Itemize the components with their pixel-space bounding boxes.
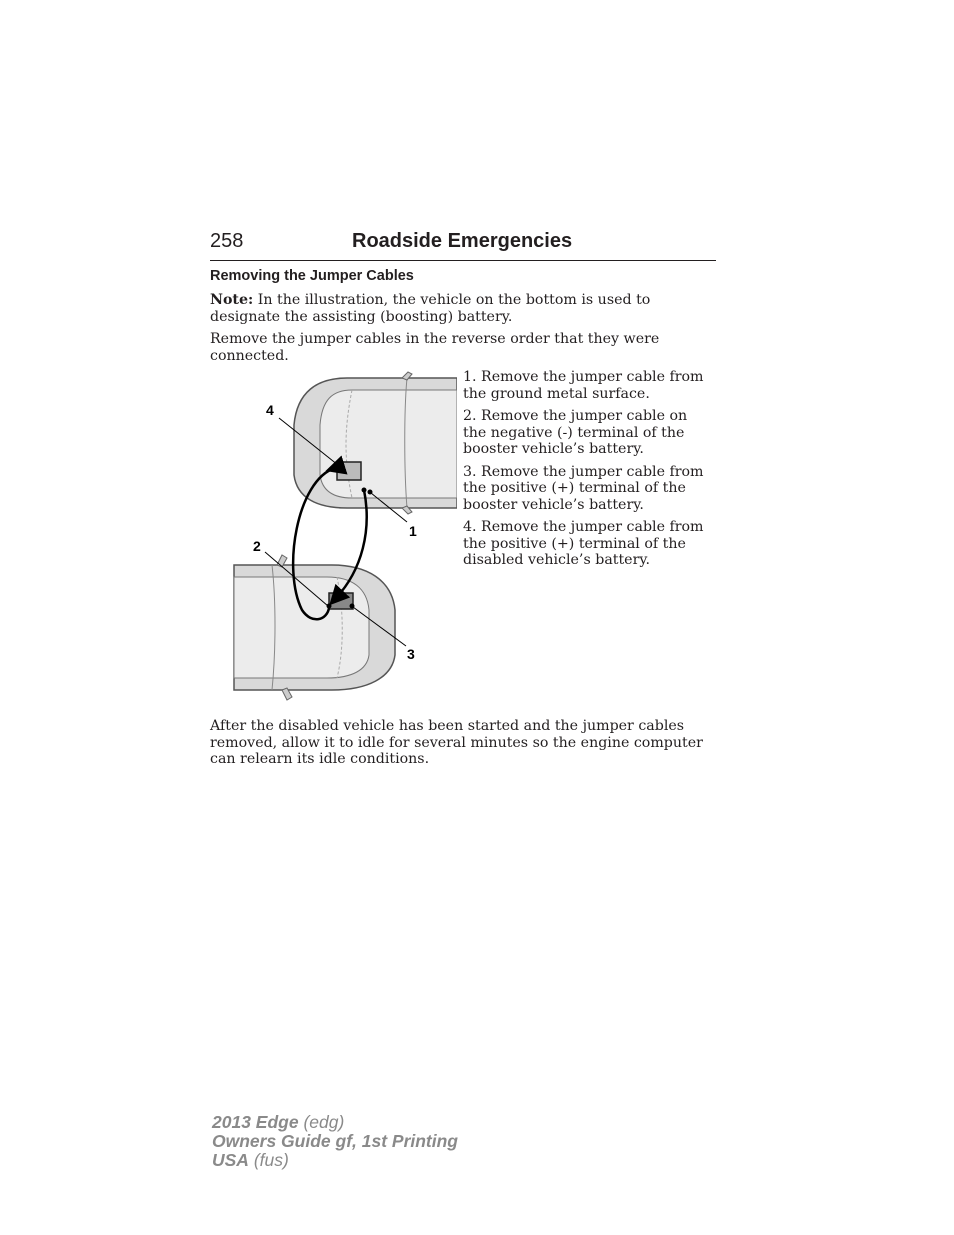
booster-battery <box>329 593 353 609</box>
intro-paragraph: Remove the jumper cables in the reverse order that they were connected. <box>210 331 660 364</box>
footer-region: USA <box>212 1150 249 1170</box>
booster-vehicle <box>234 555 395 700</box>
callout-3: 3 <box>407 646 415 662</box>
page-number: 258 <box>210 230 244 252</box>
footer-model-code: (edg) <box>298 1112 345 1132</box>
callout-4: 4 <box>266 402 274 418</box>
note-text: In the illustration, the vehicle on the bottom is used to designate the assisting (boosting) battery. <box>210 292 651 325</box>
step-1: 1. Remove the jumper cable from the ground metal surface. <box>463 369 704 402</box>
section-title: Removing the Jumper Cables <box>210 268 414 284</box>
note-label: Note: <box>210 292 254 308</box>
page-header <box>210 228 716 261</box>
step-4: 4. Remove the jumper cable from the positive (+) terminal of the disabled vehicle’s battery. <box>463 519 704 568</box>
note-paragraph <box>210 292 716 325</box>
steps-list <box>463 369 713 575</box>
step-3: 3. Remove the jumper cable from the positive (+) terminal of the booster vehicle’s battery. <box>463 463 704 513</box>
callout-1: 1 <box>409 523 417 539</box>
footer-model: 2013 Edge <box>212 1112 299 1132</box>
footer-region-code: (fus) <box>248 1150 289 1170</box>
callout-2: 2 <box>253 538 261 554</box>
jumper-cable-illustration <box>232 370 457 705</box>
after-paragraph: After the disabled vehicle has been started and the jumper cables removed, allow it to idle for several minutes so the engine computer can relearn its idle conditions. <box>210 718 703 767</box>
chapter-title: Roadside Emergencies <box>352 230 573 252</box>
disabled-vehicle <box>294 372 457 514</box>
step-2: 2. Remove the jumper cable on the negative (-) terminal of the booster vehicle’s battery. <box>463 408 688 457</box>
footer <box>212 1113 458 1170</box>
footer-guide: Owners Guide gf, 1st Printing <box>212 1131 458 1151</box>
